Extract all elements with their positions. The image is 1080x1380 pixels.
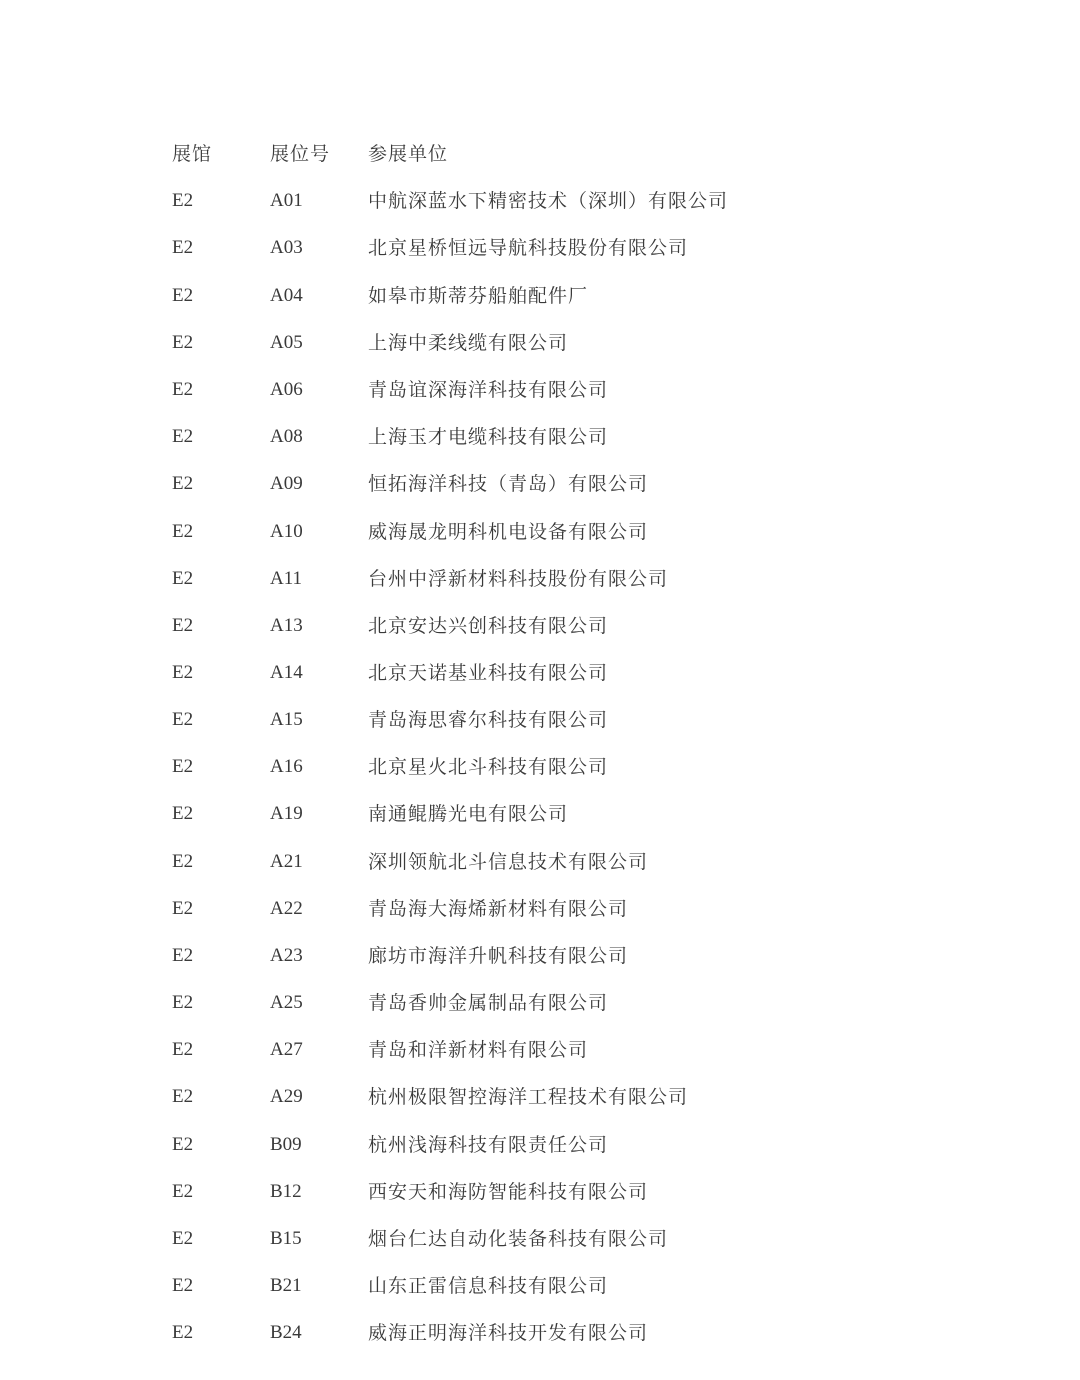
hall-cell: E2 <box>172 615 194 636</box>
company-cell: 深圳领航北斗信息技术有限公司 <box>368 851 649 873</box>
booth-cell: A19 <box>270 803 303 824</box>
table-row <box>0 186 1080 216</box>
company-cell: 北京星火北斗科技有限公司 <box>368 756 609 778</box>
booth-cell: A14 <box>270 662 303 683</box>
table-row <box>0 799 1080 829</box>
company-cell: 北京星桥恒远导航科技股份有限公司 <box>368 237 689 259</box>
company-cell: 青岛香帅金属制品有限公司 <box>368 992 609 1014</box>
table-row <box>0 375 1080 405</box>
company-cell: 恒拓海洋科技（青岛）有限公司 <box>368 473 649 495</box>
hall-cell: E2 <box>172 568 194 589</box>
company-cell: 西安天和海防智能科技有限公司 <box>368 1181 649 1203</box>
company-cell: 威海晟龙明科机电设备有限公司 <box>368 521 649 543</box>
hall-cell: E2 <box>172 521 194 542</box>
booth-cell: B21 <box>270 1275 302 1296</box>
company-cell: 青岛海大海烯新材料有限公司 <box>368 898 629 920</box>
hall-cell: E2 <box>172 379 194 400</box>
company-cell: 中航深蓝水下精密技术（深圳）有限公司 <box>368 190 729 212</box>
hall-cell: E2 <box>172 662 194 683</box>
booth-cell: B12 <box>270 1181 302 1202</box>
booth-cell: A04 <box>270 285 303 306</box>
hall-cell: E2 <box>172 237 194 258</box>
hall-cell: E2 <box>172 190 194 211</box>
header-booth-number: 展位号 <box>270 143 331 165</box>
table-row <box>0 988 1080 1018</box>
booth-cell: B15 <box>270 1228 302 1249</box>
booth-cell: A21 <box>270 851 303 872</box>
company-cell: 威海正明海洋科技开发有限公司 <box>368 1322 649 1344</box>
table-row <box>0 564 1080 594</box>
hall-cell: E2 <box>172 1039 194 1060</box>
table-row <box>0 1318 1080 1348</box>
hall-cell: E2 <box>172 709 194 730</box>
table-row <box>0 1082 1080 1112</box>
company-cell: 如皋市斯蒂芬船舶配件厂 <box>368 285 589 307</box>
table-row <box>0 1035 1080 1065</box>
company-cell: 南通鲲腾光电有限公司 <box>368 803 569 825</box>
table-row <box>0 1224 1080 1254</box>
hall-cell: E2 <box>172 803 194 824</box>
hall-cell: E2 <box>172 898 194 919</box>
hall-cell: E2 <box>172 1322 194 1343</box>
hall-cell: E2 <box>172 285 194 306</box>
booth-cell: A13 <box>270 615 303 636</box>
booth-cell: A08 <box>270 426 303 447</box>
booth-cell: A15 <box>270 709 303 730</box>
table-row <box>0 1130 1080 1160</box>
booth-cell: A06 <box>270 379 303 400</box>
hall-cell: E2 <box>172 1134 194 1155</box>
hall-cell: E2 <box>172 473 194 494</box>
booth-cell: A01 <box>270 190 303 211</box>
company-cell: 青岛谊深海洋科技有限公司 <box>368 379 609 401</box>
booth-cell: A25 <box>270 992 303 1013</box>
table-row <box>0 233 1080 263</box>
table-row <box>0 328 1080 358</box>
booth-cell: B24 <box>270 1322 302 1343</box>
hall-cell: E2 <box>172 332 194 353</box>
booth-cell: A10 <box>270 521 303 542</box>
booth-cell: A05 <box>270 332 303 353</box>
hall-cell: E2 <box>172 992 194 1013</box>
booth-cell: A27 <box>270 1039 303 1060</box>
table-header <box>0 139 1080 169</box>
header-exhibitor: 参展单位 <box>368 143 449 165</box>
table-row <box>0 894 1080 924</box>
booth-cell: A22 <box>270 898 303 919</box>
table-row <box>0 517 1080 547</box>
booth-cell: A16 <box>270 756 303 777</box>
table-row <box>0 281 1080 311</box>
table-row <box>0 941 1080 971</box>
hall-cell: E2 <box>172 1275 194 1296</box>
table-row <box>0 422 1080 452</box>
company-cell: 廊坊市海洋升帆科技有限公司 <box>368 945 629 967</box>
table-row <box>0 752 1080 782</box>
hall-cell: E2 <box>172 1228 194 1249</box>
company-cell: 台州中浮新材料科技股份有限公司 <box>368 568 669 590</box>
company-cell: 上海中柔线缆有限公司 <box>368 332 569 354</box>
table-row <box>0 705 1080 735</box>
hall-cell: E2 <box>172 851 194 872</box>
company-cell: 上海玉才电缆科技有限公司 <box>368 426 609 448</box>
company-cell: 青岛海思睿尔科技有限公司 <box>368 709 609 731</box>
company-cell: 烟台仁达自动化装备科技有限公司 <box>368 1228 669 1250</box>
table-row <box>0 1271 1080 1301</box>
hall-cell: E2 <box>172 1086 194 1107</box>
company-cell: 山东正雷信息科技有限公司 <box>368 1275 609 1297</box>
hall-cell: E2 <box>172 1181 194 1202</box>
table-row <box>0 847 1080 877</box>
company-cell: 北京安达兴创科技有限公司 <box>368 615 609 637</box>
company-cell: 北京天诺基业科技有限公司 <box>368 662 609 684</box>
booth-cell: A03 <box>270 237 303 258</box>
hall-cell: E2 <box>172 945 194 966</box>
booth-cell: B09 <box>270 1134 302 1155</box>
table-row <box>0 611 1080 641</box>
hall-cell: E2 <box>172 426 194 447</box>
table-row <box>0 658 1080 688</box>
booth-cell: A09 <box>270 473 303 494</box>
company-cell: 青岛和洋新材料有限公司 <box>368 1039 589 1061</box>
hall-cell: E2 <box>172 756 194 777</box>
booth-cell: A23 <box>270 945 303 966</box>
table-row <box>0 469 1080 499</box>
header-hall: 展馆 <box>172 143 213 165</box>
table-row <box>0 1177 1080 1207</box>
company-cell: 杭州极限智控海洋工程技术有限公司 <box>368 1086 689 1108</box>
booth-cell: A29 <box>270 1086 303 1107</box>
booth-cell: A11 <box>270 568 303 589</box>
company-cell: 杭州浅海科技有限责任公司 <box>368 1134 609 1156</box>
